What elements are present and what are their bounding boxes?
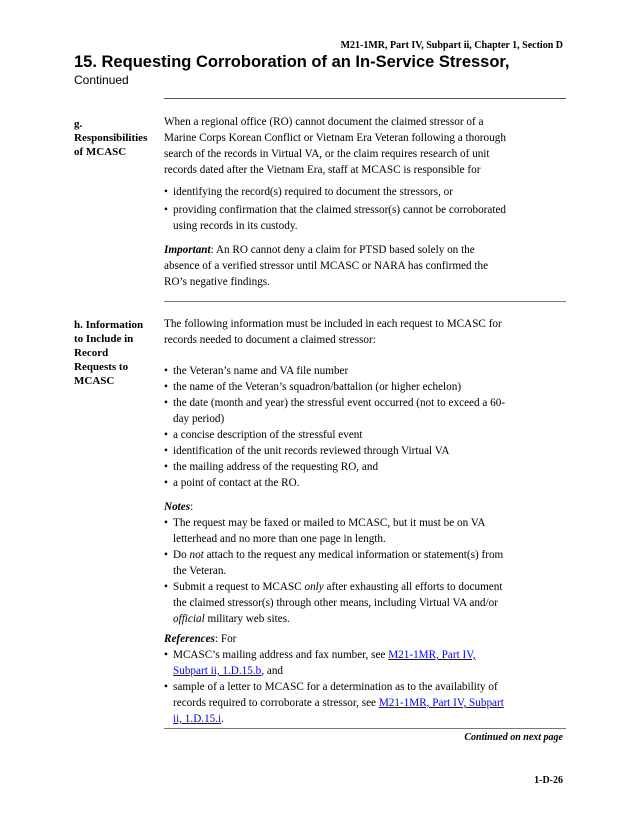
list-item: • Submit a request to MCASC only after exhausting all efforts to document the claimed stressor(s) through other means, including Virtual VA and/or official military web sites. <box>164 581 503 625</box>
list-item: • The request may be faxed or mailed to MCASC, but it must be on VA letterhead and no more than one page in length. <box>164 517 486 545</box>
references-heading: References: For <box>164 633 237 645</box>
document-reference: M21-1MR, Part IV, Subpart ii, Chapter 1, Section D <box>340 40 563 51</box>
block-g-important: Important: An RO cannot deny a claim for PTSD based solely on the absence of a verified stressor until MCASC or NARA has confirmed the RO’s negative findings. <box>164 244 489 288</box>
list-item: • the Veteran’s name and VA file number <box>164 365 349 377</box>
reference-link-sample-letter-cont[interactable]: ii, 1.D.15.i <box>173 713 222 725</box>
reference-link-mcasc-address[interactable]: M21-1MR, Part IV, <box>388 649 476 661</box>
reference-link-mcasc-address-cont[interactable]: Subpart ii, 1.D.15.b <box>173 665 262 677</box>
section-subtitle: Continued <box>74 73 129 87</box>
block-g-label: g. Responsibilities of MCASC <box>74 118 148 158</box>
list-item: • the mailing address of the requesting RO, and <box>164 461 379 473</box>
page-number: 1-D-26 <box>534 775 563 786</box>
reference-link-sample-letter[interactable]: M21-1MR, Part IV, Subpart <box>378 697 504 709</box>
list-item: • identification of the unit records reviewed through Virtual VA <box>164 445 450 457</box>
list-item: • the date (month and year) the stressful event occurred (not to exceed a 60- day period) <box>164 397 506 425</box>
notes-heading: Notes: <box>164 501 194 513</box>
list-item: • Do not attach to the request any medical information or statement(s) from the Veteran. <box>164 549 504 577</box>
bottom-divider <box>164 728 566 729</box>
continued-note: Continued on next page <box>464 732 563 743</box>
block-g-paragraph: When a regional office (RO) cannot document the claimed stressor of a Marine Corps Korean Conflict or Vietnam Era Veteran following a thorough search of the records in Virtual VA, or the claim requires research of unit records dated after the Vietnam Era, staff at MCASC is responsible for <box>164 116 506 176</box>
top-divider <box>164 98 566 99</box>
list-item: • sample of a letter to MCASC for a determination as to the availability of records required to corroborate a stressor, see M21-1MR, Part IV, Subpart ii, 1.D.15.i. <box>164 681 504 725</box>
list-item: • identifying the record(s) required to document the stressors, or <box>164 186 453 198</box>
list-item: • MCASC’s mailing address and fax number, see M21-1MR, Part IV, Subpart ii, 1.D.15.b, and <box>164 649 476 677</box>
section-divider <box>164 301 566 302</box>
list-item: • providing confirmation that the claimed stressor(s) cannot be corroborated using records in its custody. <box>164 204 507 232</box>
list-item: • a point of contact at the RO. <box>164 477 300 489</box>
block-h-label: h. Information to Include in Record Requests to MCASC <box>74 319 144 387</box>
section-title: 15. Requesting Corroboration of an In-Service Stressor, <box>74 53 510 71</box>
block-h-intro: The following information must be included in each request to MCASC for records needed to document a claimed stressor: <box>164 318 502 346</box>
list-item: • a concise description of the stressful event <box>164 429 363 441</box>
list-item: • the name of the Veteran’s squadron/battalion (or higher echelon) <box>164 381 462 393</box>
